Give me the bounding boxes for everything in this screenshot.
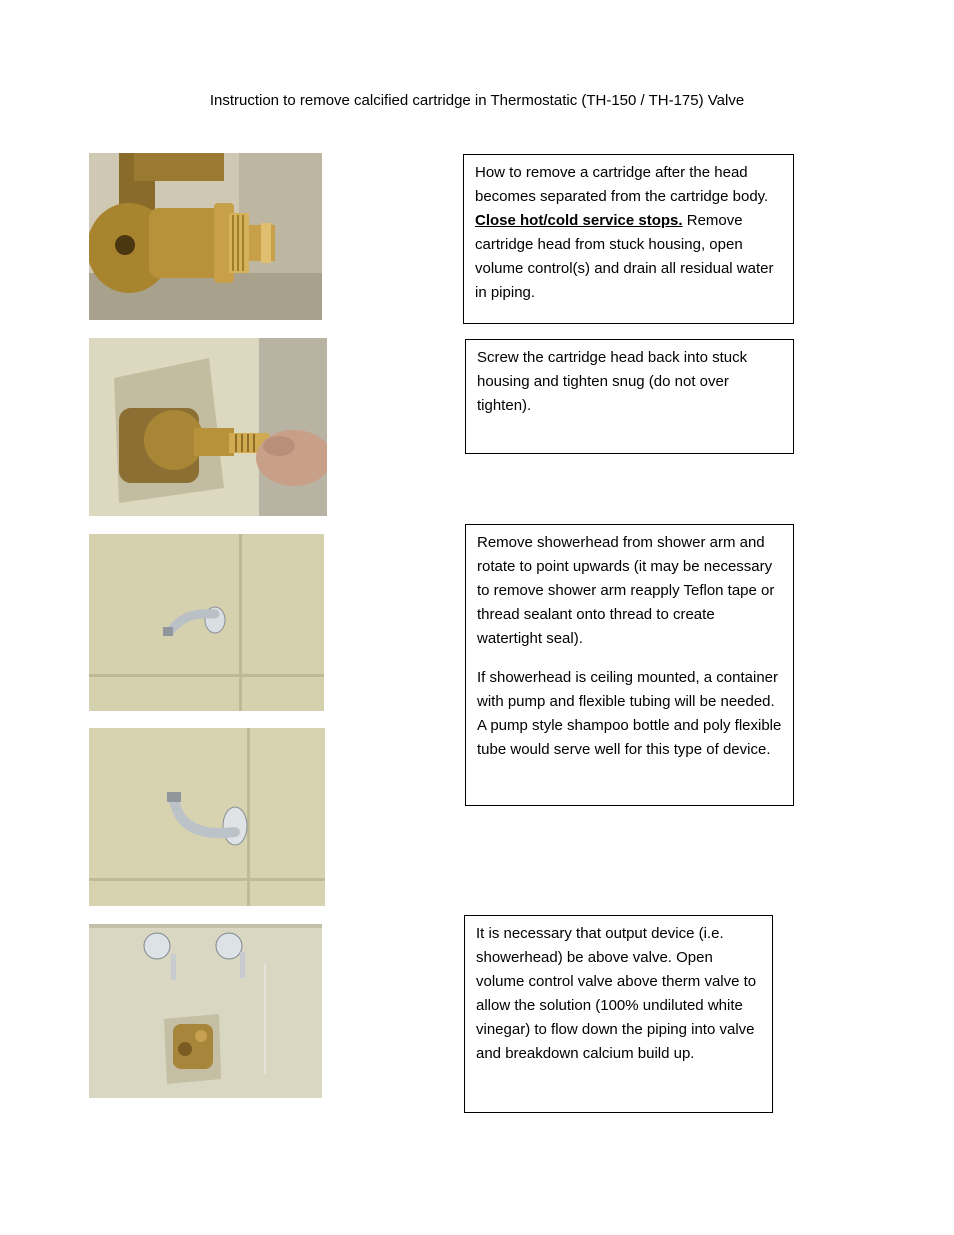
step-1-text-intro: How to remove a cartridge after the head becomes separated from the cartridge body. xyxy=(475,164,769,205)
step-3-paragraph-2: If showerhead is ceiling mounted, a container with pump and flexible tubing will be needed. A pump style shampoo bottle and poly flexible tube would serve well for this type of device. xyxy=(477,669,782,758)
photo-screw-cartridge-head xyxy=(89,338,327,516)
photo-shower-arm-upward xyxy=(89,728,325,906)
photo-shower-arm-short xyxy=(89,534,324,711)
document-title: Instruction to remove calcified cartridge in Thermostatic (TH-150 / TH-175) Valve xyxy=(209,92,745,109)
shower-arm-upward-image xyxy=(89,728,325,906)
volume-controls-image xyxy=(89,924,322,1098)
step-3-paragraph-1: Remove showerhead from shower arm and rotate to point upwards (it may be necessary to remove shower arm reapply Teflon tape or thread sealant onto thread to create watertight seal). xyxy=(477,534,775,647)
step-4-paragraph: It is necessary that output device (i.e. showerhead) be above valve. Open volume control valve above therm valve to allow the solution (100% undiluted white vinegar) to flow down the piping into valve and breakdown calcium build up. xyxy=(476,925,757,1062)
step-1-instruction-box xyxy=(463,154,794,324)
step-2-paragraph: Screw the cartridge head back into stuck housing and tighten snug (do not over tighten). xyxy=(477,349,748,414)
step-4-instruction-box xyxy=(464,915,773,1113)
step-1-text-rest: Remove cartridge head from stuck housing, open volume control(s) and drain all residual water in piping. xyxy=(475,212,774,301)
brass-valve-image xyxy=(89,153,322,320)
photo-volume-controls-valve xyxy=(89,924,322,1098)
step-1-paragraph xyxy=(475,161,782,305)
step-3-instruction-box xyxy=(465,524,794,806)
photo-brass-valve-cartridge xyxy=(89,153,322,320)
step-1-warning-text: Close hot/cold service stops. xyxy=(475,212,683,229)
shower-arm-image xyxy=(89,534,324,711)
screw-cartridge-image xyxy=(89,338,327,516)
step-2-instruction-box xyxy=(465,339,794,454)
